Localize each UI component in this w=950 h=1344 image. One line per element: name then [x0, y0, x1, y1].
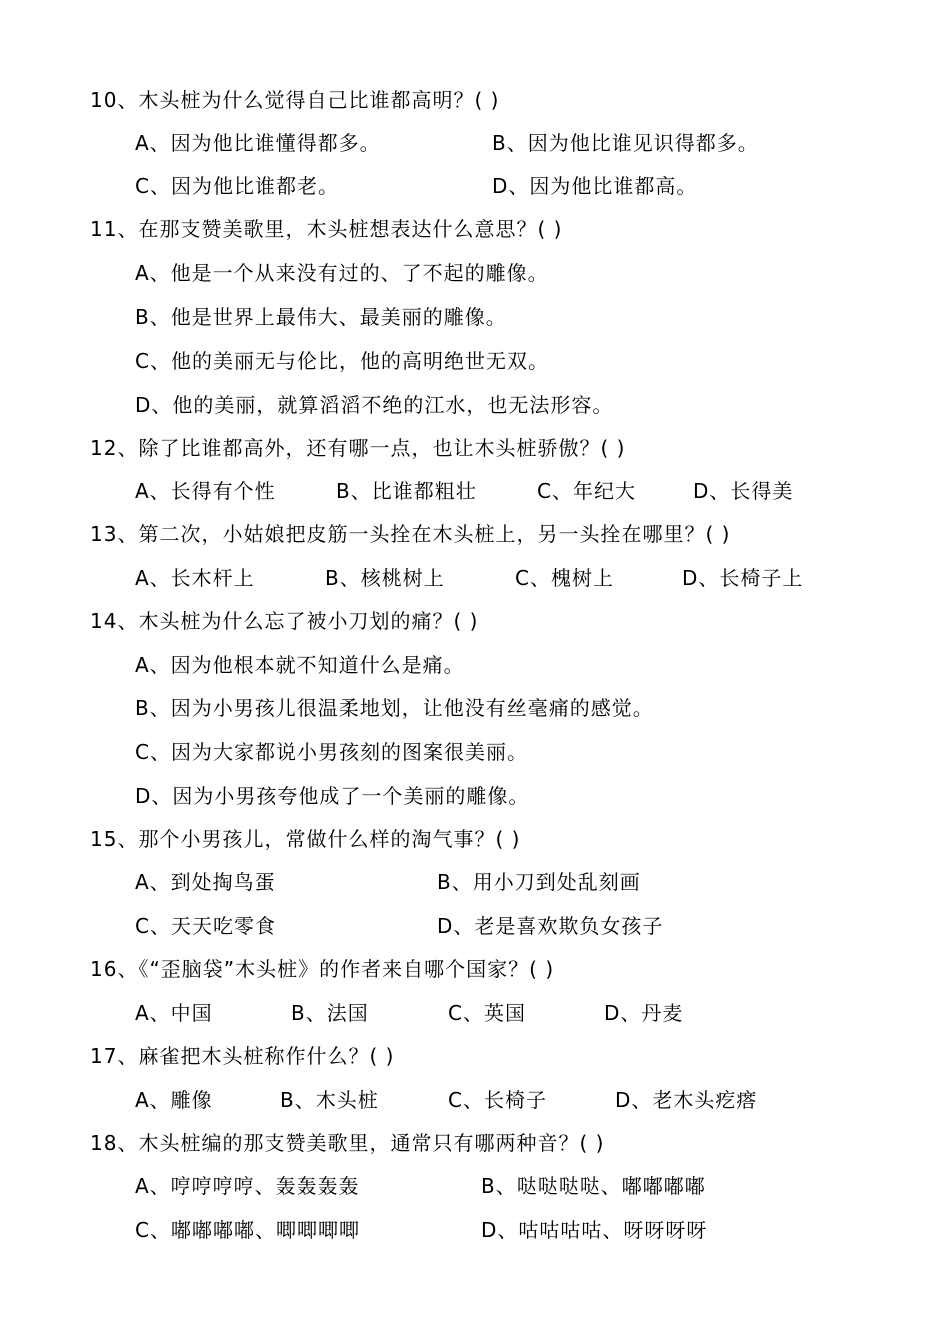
question-13-option-b: B、核桃树上 [325, 566, 445, 590]
question-10-stem: 10、木头桩为什么觉得自己比谁都高明？( ) [90, 88, 500, 112]
question-17-stem: 17、麻雀把木头桩称作什么？( ) [90, 1044, 395, 1068]
question-10-option-a: A、因为他比谁懂得都多。 [135, 131, 381, 155]
question-17-option-c: C、长椅子 [448, 1088, 547, 1112]
question-17-option-a: A、雕像 [135, 1088, 213, 1112]
question-11-stem: 11、在那支赞美歌里，木头桩想表达什么意思？( ) [90, 217, 563, 241]
question-17-option-b: B、木头桩 [280, 1088, 379, 1112]
question-13-option-d: D、长椅子上 [682, 566, 804, 590]
question-17-option-d: D、老木头疙瘩 [615, 1088, 758, 1112]
question-18-option-a: A、哼哼哼哼、轰轰轰轰 [135, 1174, 360, 1198]
question-17-options-row [0, 1079, 950, 1122]
question-18-option-c: C、嘟嘟嘟嘟、唧唧唧唧 [135, 1218, 360, 1242]
question-15-stem: 15、那个小男孩儿，常做什么样的淘气事？( ) [90, 827, 521, 851]
question-18-options-row-2 [0, 1209, 950, 1252]
question-10-options-row-1 [0, 122, 950, 165]
question-18-options-row-1 [0, 1165, 950, 1208]
question-13-option-a: A、长木杆上 [135, 566, 255, 590]
question-13-option-c: C、槐树上 [515, 566, 614, 590]
question-13-stem: 13、第二次，小姑娘把皮筋一头拴在木头桩上，另一头拴在哪里？( ) [90, 522, 731, 546]
question-11-option-b: B、他是世界上最伟大、最美丽的雕像。 [135, 305, 507, 329]
question-14-stem: 14、木头桩为什么忘了被小刀划的痛？( ) [90, 609, 479, 633]
question-13-options-row [0, 557, 950, 600]
question-12-option-a: A、长得有个性 [135, 479, 276, 503]
question-10-options-row-2 [0, 165, 950, 208]
question-16-option-a: A、中国 [135, 1001, 213, 1025]
question-14-option-d: D、因为小男孩夸他成了一个美丽的雕像。 [135, 784, 530, 808]
question-11-option-d: D、他的美丽，就算滔滔不绝的江水，也无法形容。 [135, 393, 614, 417]
question-14-option-a: A、因为他根本就不知道什么是痛。 [135, 653, 465, 677]
question-12-option-d: D、长得美 [693, 479, 794, 503]
question-16-option-d: D、丹麦 [604, 1001, 684, 1025]
question-12-option-b: B、比谁都粗壮 [336, 479, 477, 503]
question-15-options-row-2 [0, 905, 950, 948]
question-16-option-b: B、法国 [291, 1001, 369, 1025]
question-14-option-c: C、因为大家都说小男孩刻的图案很美丽。 [135, 740, 528, 764]
question-15-options-row-1 [0, 861, 950, 904]
question-10-option-b: B、因为他比谁见识得都多。 [492, 131, 759, 155]
question-11-option-c: C、他的美丽无与伦比，他的高明绝世无双。 [135, 349, 549, 373]
question-12-option-c: C、年纪大 [537, 479, 636, 503]
question-12-options-row [0, 470, 950, 513]
question-12-stem: 12、除了比谁都高外，还有哪一点，也让木头桩骄傲？( ) [90, 436, 626, 460]
question-18-option-b: B、哒哒哒哒、嘟嘟嘟嘟 [481, 1174, 706, 1198]
question-16-option-c: C、英国 [448, 1001, 526, 1025]
question-16-options-row [0, 992, 950, 1035]
question-15-option-c: C、天天吃零食 [135, 914, 276, 938]
question-15-option-d: D、老是喜欢欺负女孩子 [437, 914, 664, 938]
question-18-stem: 18、木头桩编的那支赞美歌里，通常只有哪两种音？( ) [90, 1131, 605, 1155]
question-11-option-a: A、他是一个从来没有过的、了不起的雕像。 [135, 261, 549, 285]
question-16-stem: 16、《“歪脑袋”木头桩》的作者来自哪个国家？( ) [90, 957, 555, 981]
question-18-option-d: D、咕咕咕咕、呀呀呀呀 [481, 1218, 708, 1242]
question-10-option-d: D、因为他比谁都高。 [492, 174, 698, 198]
question-15-option-a: A、到处掏鸟蛋 [135, 870, 276, 894]
question-14-option-b: B、因为小男孩儿很温柔地划，让他没有丝毫痛的感觉。 [135, 696, 654, 720]
question-10-option-c: C、因为他比谁都老。 [135, 174, 339, 198]
question-15-option-b: B、用小刀到处乱刻画 [437, 870, 641, 894]
